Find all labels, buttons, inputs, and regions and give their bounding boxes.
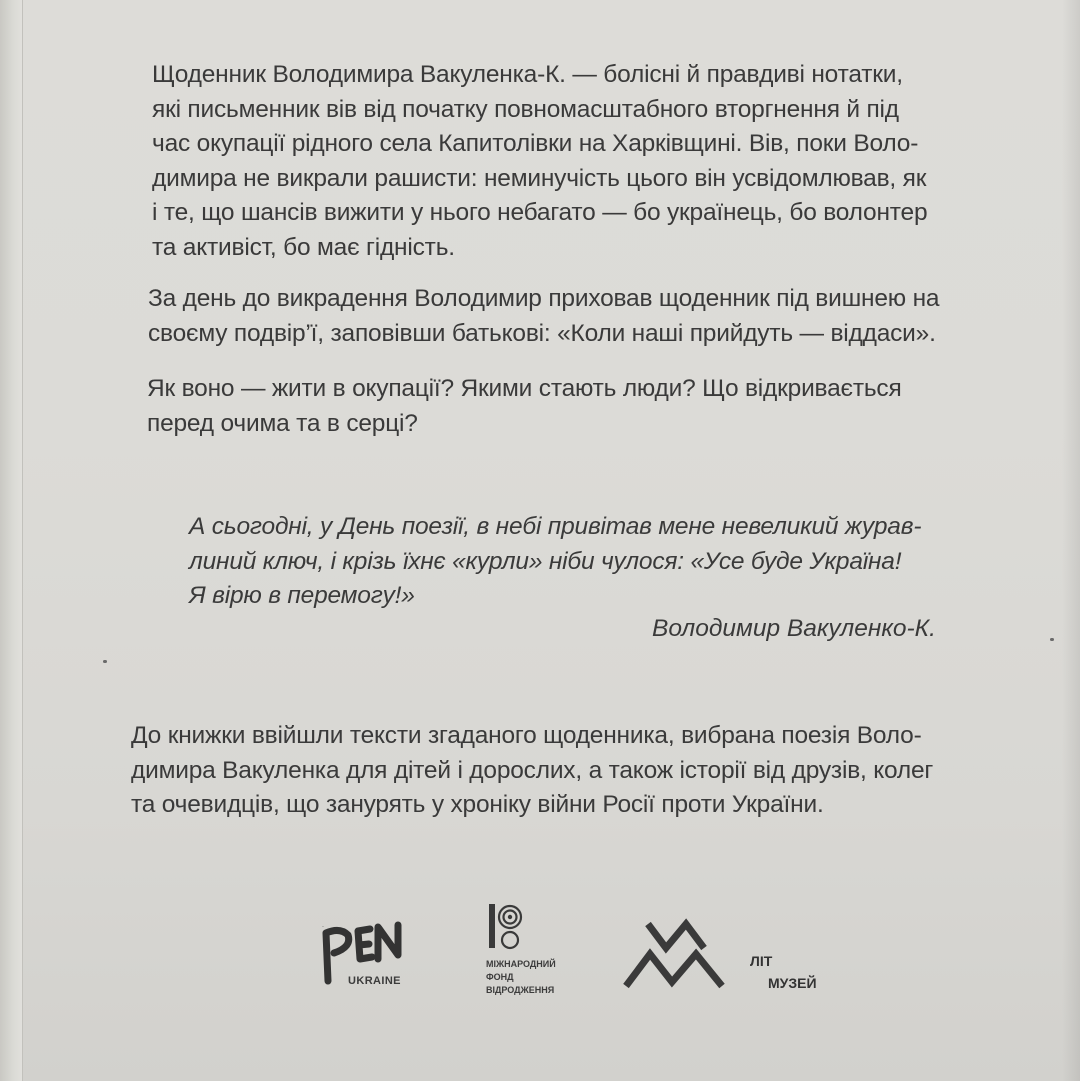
text-line: перед очима та в серці? xyxy=(147,409,418,437)
text-line: і те, що шансів вижити у нього небагато — бо українець, бо волонтер xyxy=(152,199,928,226)
description-paragraph-2 xyxy=(148,282,939,351)
text-line: та активіст, бо має гідність. xyxy=(152,233,455,261)
text-line: своєму подвір’ї, заповівши батькові: «Коли наші прийдуть — віддаси». xyxy=(148,319,936,347)
lit-museum-logo xyxy=(622,918,730,990)
text-line: які письменник вів від початку повномасштабного вторгнення й під xyxy=(152,95,899,123)
text-line: димира Вакуленка для дітей і дорослих, а також історії від друзів, колег xyxy=(131,756,934,784)
irf-line: ВІДРОДЖЕННЯ xyxy=(486,985,555,995)
pen-logo-text: PEN xyxy=(322,927,325,928)
quote-line: линий ключ, і крізь їхнє «курли» ніби чулося: «Усе буде Україна! xyxy=(189,547,902,575)
paper-speck xyxy=(1050,638,1054,641)
contents-paragraph xyxy=(131,719,933,823)
irf-line: МІЖНАРОДНИЙ xyxy=(486,959,556,969)
page-edge-shadow xyxy=(1062,0,1080,1081)
text-line: Щоденник Володимира Вакуленка-К. — болісні й правдиві нотатки, xyxy=(152,61,903,88)
text-line: За день до викрадення Володимир приховав щоденник під вишнею на xyxy=(148,285,940,312)
description-paragraph-3 xyxy=(147,372,902,441)
irf-line: ФОНД xyxy=(486,972,514,982)
diary-quote xyxy=(189,510,921,614)
quote-line: Я вірю в перемогу!» xyxy=(189,582,415,609)
text-line: та очевидців, що занурять у хроніку війни Росії проти України. xyxy=(131,791,824,818)
lit-museum-word-2: МУЗЕЙ xyxy=(768,975,817,991)
description-paragraph-1 xyxy=(152,58,927,265)
quote-line: А сьогодні, у День поезії, в небі привітав мене невеликий журав- xyxy=(189,513,922,540)
irf-logo-text xyxy=(486,958,556,997)
text-line: До книжки ввійшли тексти згаданого щоденника, вибрана поезія Воло- xyxy=(131,722,922,749)
text-line: Як воно — жити в окупації? Якими стають люди? Що відкривається xyxy=(147,375,902,402)
lit-museum-mark xyxy=(622,918,730,990)
lit-museum-word-1: ЛІТ xyxy=(750,953,773,969)
quote-author: Володимир Вакуленко-К. xyxy=(652,615,936,642)
text-line: час окупації рідного села Капитолівки на Харківщині. Вів, поки Воло- xyxy=(152,130,919,157)
book-spine-edge xyxy=(0,0,23,1081)
pen-logo-subtitle: UKRAINE xyxy=(348,975,401,987)
irf-logo-mark xyxy=(486,902,526,952)
text-line: димира не викрали рашисти: неминучість цього він усвідомлював, як xyxy=(152,164,927,192)
paper-speck xyxy=(103,660,107,663)
